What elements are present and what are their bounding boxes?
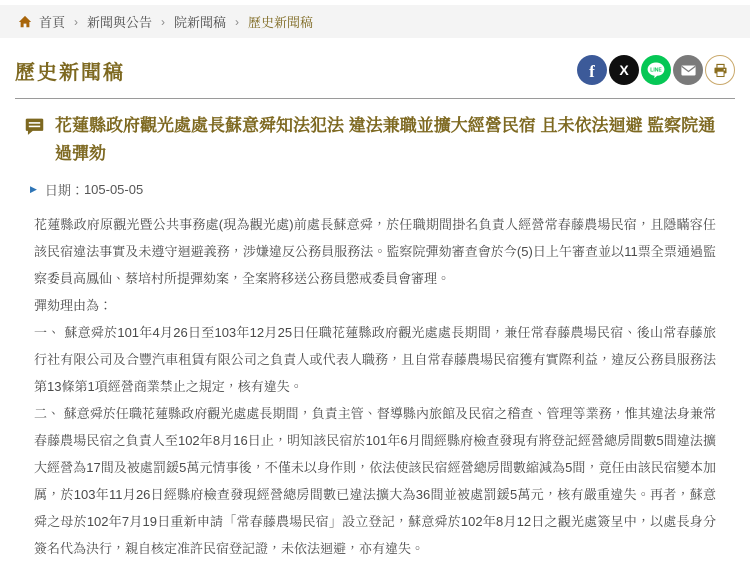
article-paragraph: 花蓮縣政府原觀光暨公共事務處(現為觀光處)前處長蘇意舜，於任職期間掛名負責人經營常春藤農場民宿，且隱瞞容任該民宿違法事實及未遵守迴避義務，涉嫌違反公務員服務法。監察院彈劾審查會於今(5)日上午審查並以11票全票通過監察委員高鳳仙、蔡培村所提彈劾案，全案將移送公務員懲戒委員會審理。 [34,217,716,286]
email-icon [680,62,697,79]
article-paragraph: 彈劾理由為： [34,298,113,313]
line-share-button[interactable] [641,55,671,85]
printer-icon [712,62,729,79]
article-body [34,211,716,562]
breadcrumb [0,5,750,38]
press-release-article [0,112,750,562]
breadcrumb-item-current: 歷史新聞稿 [248,15,314,30]
breadcrumb-separator: › [74,14,79,29]
line-icon [644,58,668,82]
article-date-row [30,180,750,198]
breadcrumb-item-news-announcements[interactable]: 新聞與公告 [87,15,153,30]
date-value: 105-05-05 [83,181,144,197]
news-bubble-icon [24,116,45,137]
facebook-share-button[interactable] [577,55,607,85]
share-toolbar [577,55,735,85]
date-label: 日期： [44,182,84,198]
article-paragraph: 二、 蘇意舜於任職花蓮縣政府觀光處處長期間，負責主管、督導縣內旅館及民宿之稽查、管理等業務，惟其違法身兼常春藤農場民宿之負責人至102年8月16日止，明知該民宿於101年6月間經縣府檢查發現有將登記經營總房間數5間違法擴大經營為17間及被處罰鍰5萬元情事後，不僅未以身作則，依法使該民宿經營總房間數縮減為5間，竟任由該民宿變本加厲，於103年11月26日經縣府檢查發現經營總房間數已違法擴大為36間並被處罰鍰5萬元，核有嚴重違失。再者，蘇意舜之母於102年7月19日重新申請「常春藤農場民宿」設立登記，蘇意舜於102年8月12日之觀光處簽呈中，以處長身分簽名代為決行，親自核定准許民宿登記證，未依法迴避，亦有違失。 [34,406,716,556]
email-share-button[interactable] [673,55,703,85]
breadcrumb-separator: › [235,14,240,29]
home-icon[interactable] [18,15,32,29]
svg-text:LINE: LINE [650,67,662,74]
page-title: 歷史新聞稿 [15,61,125,84]
page-header [15,54,735,86]
print-button[interactable] [705,55,735,85]
x-twitter-share-button[interactable] [609,55,639,85]
breadcrumb-separator: › [161,14,166,29]
date-arrow-icon: ▶ [30,183,37,194]
article-paragraph: 一、 蘇意舜於101年4月26日至103年12月25日任職花蓮縣政府觀光處處長期間，兼任常春藤農場民宿、後山常春藤旅行社有限公司及合豐汽車租賃有限公司之負責人或代表人職務，且自常春藤農場民宿獲有實際利益，違反公務員服務法第13條第1項經營商業禁止之規定，核有違失。 [34,325,716,394]
header-divider [15,98,735,99]
article-title: 花蓮縣政府觀光處處長蘇意舜知法犯法 違法兼職並擴大經營民宿 且未依法迴避 監察院通過彈劾 [55,116,716,163]
x-twitter-icon: X [619,62,629,78]
breadcrumb-item-home[interactable]: 首頁 [39,15,66,30]
facebook-icon: f [589,61,595,81]
article-title-row [24,112,726,168]
breadcrumb-item-press-releases[interactable]: 院新聞稿 [174,15,227,30]
